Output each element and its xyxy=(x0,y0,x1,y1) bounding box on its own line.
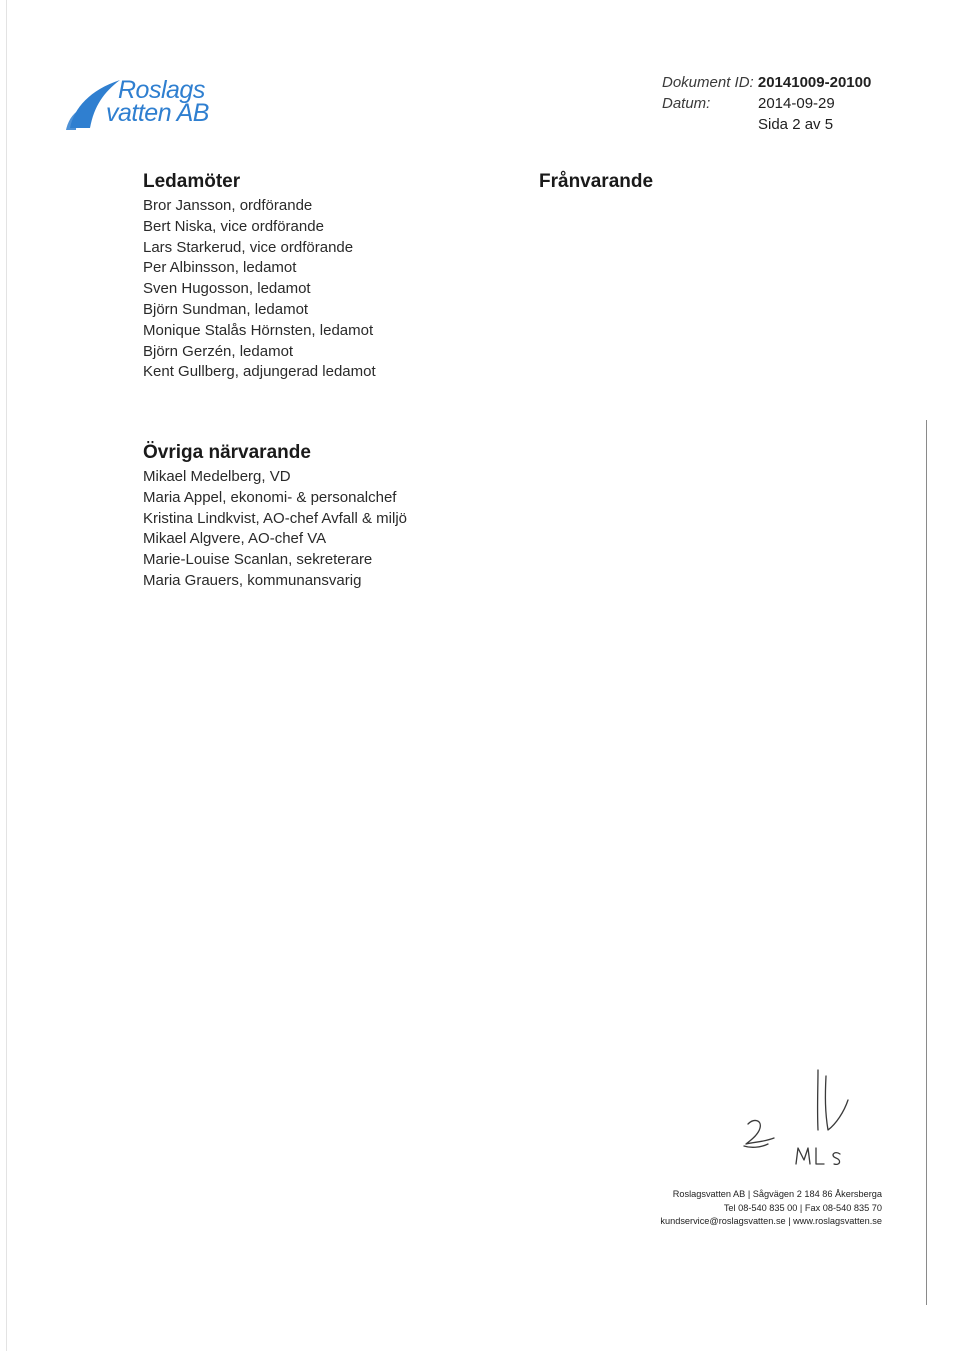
members-section xyxy=(143,170,376,383)
scan-edge-right xyxy=(926,420,927,1305)
list-item: Lars Starkerud, vice ordförande xyxy=(143,238,354,256)
document-info xyxy=(662,72,902,135)
list-item: Sven Hugosson, ledamot xyxy=(143,280,311,298)
list-item: Per Albinsson, ledamot xyxy=(143,259,297,277)
logo-text-line2: vatten AB xyxy=(106,99,209,127)
footer-phone-fax: Tel 08-540 835 00 | Fax 08-540 835 70 xyxy=(723,1202,882,1213)
document-date-row xyxy=(662,93,902,114)
absent-section xyxy=(539,170,653,196)
members-heading: Ledamöter xyxy=(143,171,241,192)
list-item: Mikael Medelberg, VD xyxy=(143,468,291,485)
document-date-label: Datum: xyxy=(662,95,711,112)
document-id-label: Dokument ID: xyxy=(662,74,754,91)
footer-contact-links: kundservice@roslagsvatten.se | www.roslagsvatten.se xyxy=(660,1216,882,1227)
list-item: Maria Appel, ekonomi- & personalchef xyxy=(143,488,397,506)
page-number: Sida 2 av 5 xyxy=(758,116,834,133)
scan-edge-left xyxy=(6,0,7,1351)
list-item: Marie-Louise Scanlan, sekreterare xyxy=(143,551,373,569)
list-item: Mikael Algvere, AO-chef VA xyxy=(143,530,327,548)
list-item: Maria Grauers, kommunansvarig xyxy=(143,571,362,589)
list-item: Bror Jansson, ordförande xyxy=(143,197,313,214)
absent-heading: Frånvarande xyxy=(539,171,654,192)
members-list xyxy=(143,196,376,383)
logo-text-line1: Roslags xyxy=(118,76,205,104)
others-present-list xyxy=(143,467,407,592)
list-item: Björn Gerzén, ledamot xyxy=(143,342,294,360)
others-present-section xyxy=(143,441,407,592)
list-item: Björn Sundman, ledamot xyxy=(143,300,309,318)
footer-address: Roslagsvatten AB | Sågvägen 2 184 86 Åkersberga xyxy=(672,1189,882,1199)
company-logo xyxy=(62,74,242,130)
document-id-value: 20141009-20100 xyxy=(757,74,872,91)
list-item: Kristina Lindkvist, AO-chef Avfall & miljö xyxy=(143,509,407,527)
handwritten-initials xyxy=(740,1062,860,1172)
company-footer xyxy=(630,1188,882,1229)
others-present-heading: Övriga närvarande xyxy=(143,442,311,463)
document-date-value: 2014-09-29 xyxy=(758,95,835,112)
list-item: Monique Stalås Hörnsten, ledamot xyxy=(143,321,374,339)
document-id-row xyxy=(662,72,902,93)
list-item: Kent Gullberg, adjungerad ledamot xyxy=(143,363,376,381)
list-item: Bert Niska, vice ordförande xyxy=(143,217,324,235)
page-number-row xyxy=(662,114,902,135)
